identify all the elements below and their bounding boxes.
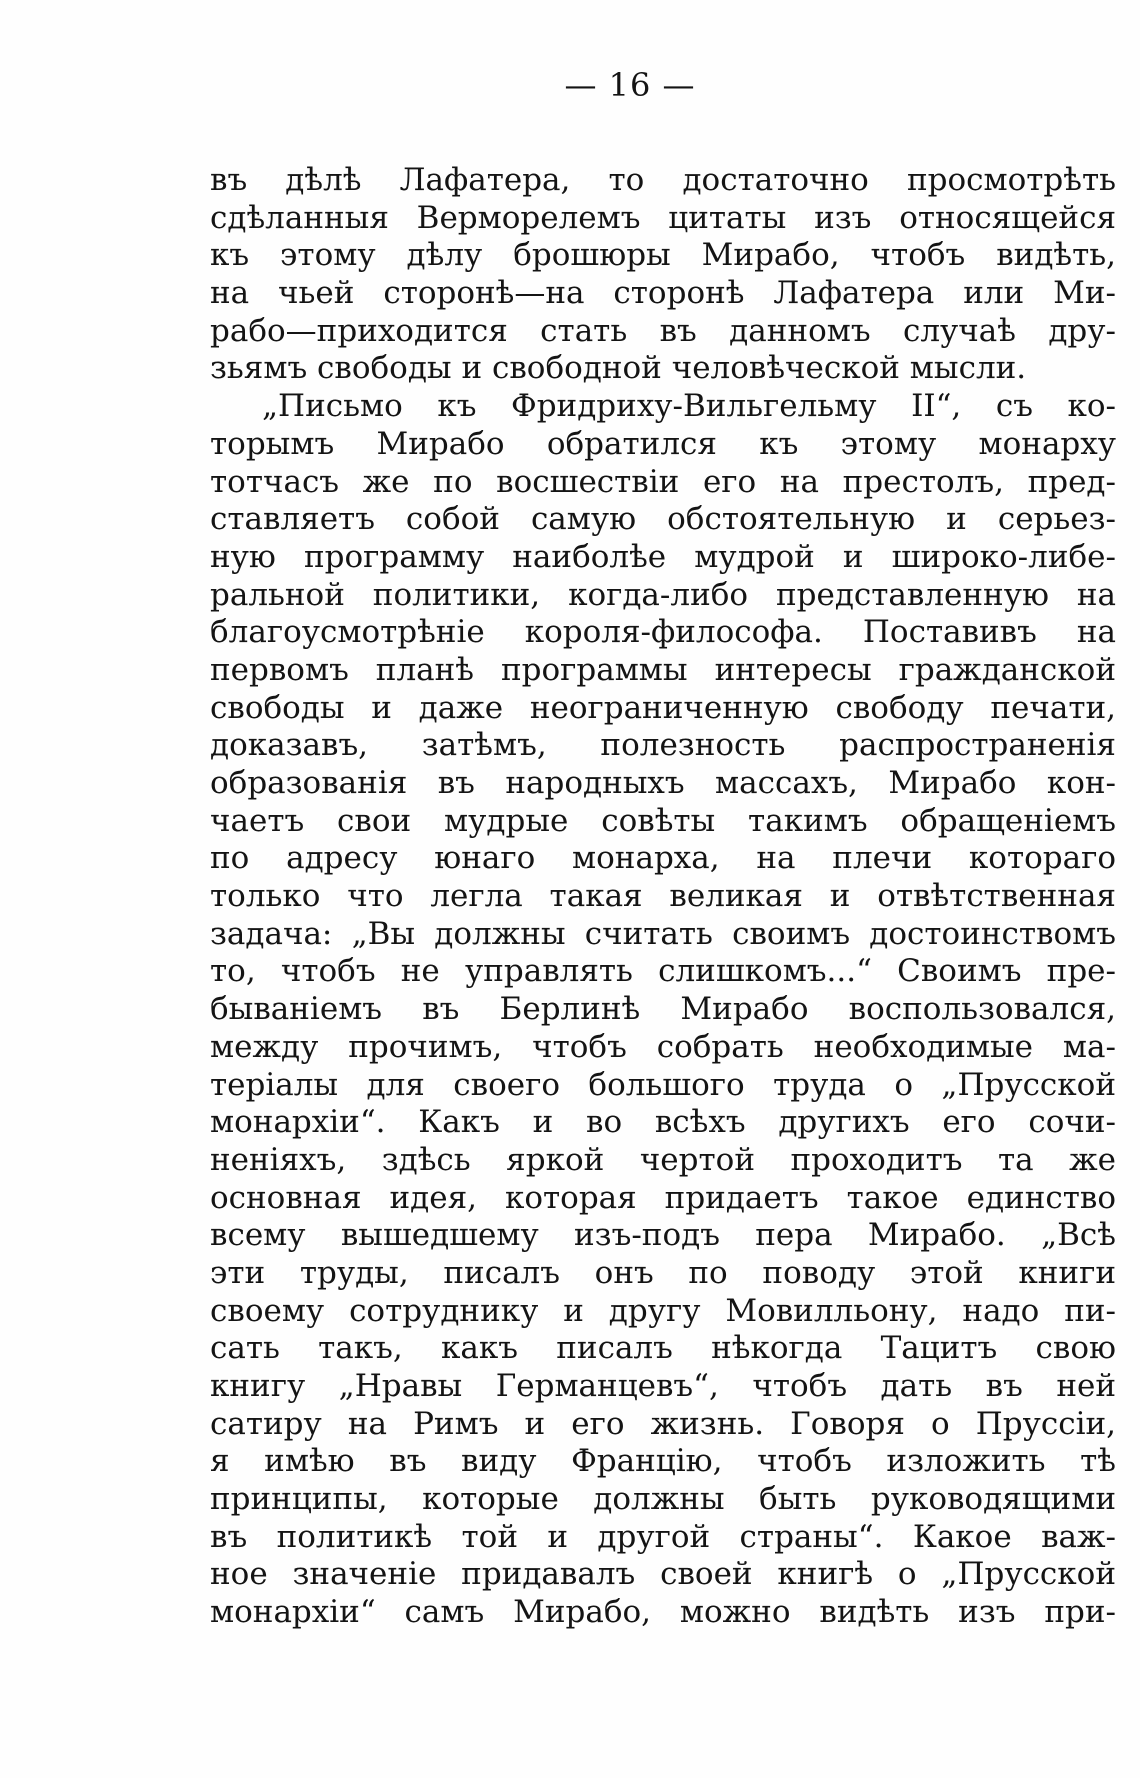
text-line: сатиру на Римъ и его жизнь. Говоря о Пруссіи, bbox=[210, 1405, 1116, 1442]
text-line: образованія въ народныхъ массахъ, Мирабо кон- bbox=[210, 765, 1116, 801]
text-line: только что легла такая великая и отвѣтственная bbox=[210, 878, 1116, 915]
text-line: всему вышедшему изъ-подъ пера Мирабо. „Всѣ bbox=[210, 1217, 1116, 1254]
text-line: чаетъ свои мудрые совѣты такимъ обращеніемъ bbox=[210, 802, 1116, 839]
text-line: монархіи“. Какъ и во всѣхъ другихъ его сочи- bbox=[210, 1104, 1116, 1141]
text-line: въ дѣлѣ Лафатера, то достаточно просмотрѣть bbox=[210, 162, 1116, 198]
text-line: своему сотруднику и другу Мовилльону, надо пи- bbox=[210, 1292, 1116, 1329]
text-line: къ этому дѣлу брошюры Мирабо, чтобъ видѣть, bbox=[210, 237, 1116, 274]
page-number: — 16 — bbox=[564, 66, 696, 104]
text-line: благоусмотрѣніе короля-философа. Поставивъ на bbox=[210, 614, 1116, 651]
text-line: доказавъ, затѣмъ, полезность распространенія bbox=[210, 727, 1116, 764]
text-line: сать такъ, какъ писалъ нѣкогда Тацитъ свою bbox=[210, 1330, 1116, 1367]
text-line: ставляетъ собой самую обстоятельную и серьез- bbox=[210, 501, 1116, 538]
text-line: сдѣланныя Верморелемъ цитаты изъ относящейся bbox=[210, 199, 1116, 236]
text-line: на чьей сторонѣ—на сторонѣ Лафатера или Ми- bbox=[210, 275, 1116, 312]
text-line: между прочимъ, чтобъ собрать необходимые ма- bbox=[210, 1028, 1116, 1065]
text-line: свободы и даже неограниченную свободу печати, bbox=[210, 689, 1116, 726]
text-line: быванiемъ въ Берлинѣ Мирабо воспользовался, bbox=[210, 991, 1116, 1028]
text-line: ральной политики, когда-либо представленную на bbox=[210, 576, 1116, 613]
text-line: зьямъ свободы и свободной человѣческой мысли. bbox=[210, 350, 1027, 387]
text-line: тотчасъ же по восшествіи его на престолъ, пред- bbox=[210, 463, 1116, 500]
text-line: „Письмо къ Фридриху-Вильгельму II“, съ ко- bbox=[262, 388, 1116, 425]
text-line: неніяхъ, здѣсь яркой чертой проходитъ та же bbox=[210, 1141, 1116, 1178]
text-line: то, чтобъ не управлять слишкомъ...“ Своимъ пре- bbox=[210, 953, 1116, 990]
text-line: принципы, которые должны быть руководящими bbox=[210, 1481, 1116, 1518]
text-line: теріалы для своего большого труда о „Прусской bbox=[210, 1066, 1116, 1103]
text-line: торымъ Мирабо обратился къ этому монарху bbox=[210, 425, 1116, 462]
text-line: эти труды, писалъ онъ по поводу этой книги bbox=[210, 1254, 1116, 1291]
text-line: рабо—приходится стать въ данномъ случаѣ дру- bbox=[210, 312, 1116, 349]
text-line: ную программу наиболѣе мудрой и широко-либе- bbox=[210, 538, 1116, 575]
text-line: по адресу юнаго монарха, на плечи котораго bbox=[210, 840, 1116, 877]
text-line: монархіи“ самъ Мирабо, можно видѣть изъ при- bbox=[210, 1594, 1116, 1631]
text-line: основная идея, которая придаетъ такое единство bbox=[210, 1179, 1116, 1216]
text-line: задача: „Вы должны считать своимъ достоинствомъ bbox=[210, 915, 1116, 952]
text-line: книгу „Нравы Германцевъ“, чтобъ дать въ ней bbox=[210, 1368, 1116, 1404]
body-text bbox=[210, 162, 1116, 1632]
text-line: ное значеніе придавалъ своей книгѣ о „Прусской bbox=[210, 1556, 1116, 1593]
text-line: я имѣю въ виду Францію, чтобъ изложить тѣ bbox=[210, 1443, 1116, 1480]
text-line: въ политикѣ той и другой страны“. Какое важ- bbox=[210, 1518, 1116, 1555]
text-line: первомъ планѣ программы интересы гражданской bbox=[210, 651, 1116, 688]
